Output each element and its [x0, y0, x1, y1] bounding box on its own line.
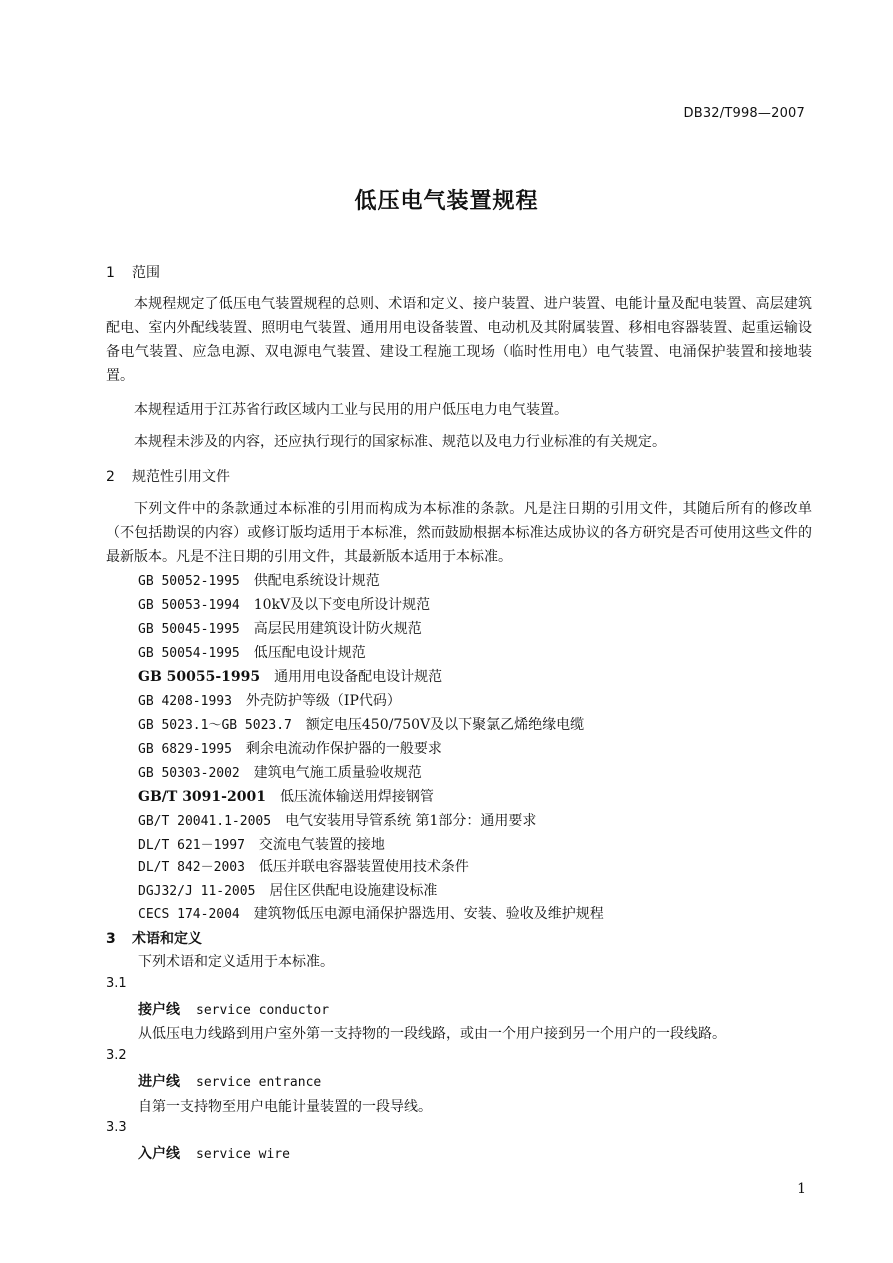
term-heading — [138, 999, 329, 1019]
reference-title: 通用用电设备配电设计规范 — [274, 669, 443, 685]
reference-title: 居住区供配电设施建设标准 — [269, 883, 438, 899]
reference-item — [138, 786, 434, 806]
reference-code: DGJ32/J 11-2005 — [138, 884, 256, 899]
term-number: 3.1 — [106, 976, 127, 991]
reference-item — [138, 856, 469, 876]
reference-code: GB 50053-1994 — [138, 598, 240, 613]
reference-title: 建筑电气施工质量验收规范 — [253, 765, 422, 781]
reference-title: 交流电气装置的接地 — [258, 837, 385, 853]
paragraph: 下列术语和定义适用于本标准。 — [138, 954, 334, 970]
section-number: 3 — [106, 931, 116, 947]
reference-item — [138, 834, 385, 854]
term-heading — [138, 1143, 290, 1163]
reference-item — [138, 880, 437, 900]
reference-item — [138, 903, 604, 923]
section-3-heading — [106, 928, 202, 948]
term-chinese: 入户线 — [138, 1146, 180, 1162]
reference-title: 低压配电设计规范 — [253, 645, 366, 661]
term-definition: 自第一支持物至用户电能计量装置的一段导线。 — [138, 1099, 432, 1115]
standard-code: DB32/T998—2007 — [683, 106, 805, 121]
reference-code: GB 5023.1～GB 5023.7 — [138, 718, 292, 733]
reference-item — [138, 642, 366, 662]
reference-title: 高层民用建筑设计防火规范 — [253, 621, 422, 637]
paragraph: 本规程未涉及的内容，还应执行现行的国家标准、规范以及电力行业标准的有关规定。 — [134, 434, 666, 450]
section-title: 规范性引用文件 — [132, 469, 230, 485]
term-english: service wire — [196, 1147, 290, 1162]
term-english: service conductor — [196, 1003, 330, 1018]
page-number: 1 — [797, 1181, 806, 1197]
reference-code: DL/T 842－2003 — [138, 860, 245, 875]
section-1-heading — [106, 262, 160, 282]
document-title: 低压电气装置规程 — [354, 189, 539, 214]
reference-item — [138, 810, 536, 830]
reference-item — [138, 762, 422, 782]
paragraph: 下列文件中的条款通过本标准的引用而构成为本标准的条款。凡是注日期的引用文件，其随后所有的修改单（不包括勘误的内容）或修订版均适用于本标准，然而鼓励根据本标准达成协议的各方研究是否可使用这些文件的最新版本。凡是不注日期的引用文件，其最新版本适用于本标准。 — [106, 501, 812, 565]
reference-code: GB/T 20041.1-2005 — [138, 814, 272, 829]
section-number: 2 — [106, 469, 115, 485]
reference-item — [138, 666, 442, 686]
term-number: 3.3 — [106, 1120, 127, 1135]
reference-title: 额定电压450/750V及以下聚氯乙烯绝缘电缆 — [305, 717, 585, 733]
reference-code: DL/T 621－1997 — [138, 838, 245, 853]
paragraph: 本规程适用于江苏省行政区域内工业与民用的用户低压电力电气装置。 — [134, 402, 568, 418]
term-english: service entrance — [196, 1075, 322, 1090]
reference-code: GB 50303-2002 — [138, 766, 240, 781]
term-chinese: 进户线 — [138, 1074, 180, 1090]
reference-title: 供配电系统设计规范 — [253, 573, 380, 589]
reference-item — [138, 570, 380, 590]
reference-title: 外壳防护等级（IP代码） — [245, 693, 401, 709]
term-heading — [138, 1071, 321, 1091]
reference-code: GB 6829-1995 — [138, 742, 232, 757]
reference-item — [138, 618, 422, 638]
reference-item — [138, 594, 430, 614]
section-title: 术语和定义 — [132, 931, 202, 947]
section-title: 范围 — [132, 265, 160, 281]
reference-title: 低压流体输送用焊接钢管 — [279, 789, 434, 805]
term-chinese: 接户线 — [138, 1002, 180, 1018]
reference-code: GB 50054-1995 — [138, 646, 240, 661]
reference-item — [138, 738, 442, 758]
reference-code: GB/T 3091-2001 — [138, 789, 266, 805]
reference-code: GB 50045-1995 — [138, 622, 240, 637]
reference-code: CECS 174-2004 — [138, 907, 240, 922]
reference-item — [138, 714, 584, 734]
reference-code: GB 50055-1995 — [138, 669, 261, 685]
reference-item — [138, 690, 401, 710]
reference-title: 建筑物低压电源电涌保护器选用、安装、验收及维护规程 — [253, 906, 604, 922]
reference-code: GB 4208-1993 — [138, 694, 232, 709]
term-number: 3.2 — [106, 1048, 127, 1063]
reference-title: 低压并联电容器装置使用技术条件 — [258, 859, 469, 875]
reference-title: 10kV及以下变电所设计规范 — [253, 597, 431, 613]
term-definition: 从低压电力线路到用户室外第一支持物的一段线路，或由一个用户接到另一个用户的一段线路。 — [138, 1026, 726, 1042]
paragraph: 本规程规定了低压电气装置规程的总则、术语和定义、接户装置、进户装置、电能计量及配电装置、高层建筑配电、室内外配线装置、照明电气装置、通用用电设备装置、电动机及其附属装置、移相电容器装置、起重运输设备电气装置、应急电源、双电源电气装置、建设工程施工现场（临时性用电）电气装置、电涌保护装置和接地装置。 — [106, 296, 812, 384]
section-2-heading — [106, 466, 230, 486]
reference-title: 电气安装用导管系统 第1部分：通用要求 — [285, 813, 537, 829]
reference-code: GB 50052-1995 — [138, 574, 240, 589]
reference-title: 剩余电流动作保护器的一般要求 — [245, 741, 442, 757]
section-number: 1 — [106, 265, 115, 281]
